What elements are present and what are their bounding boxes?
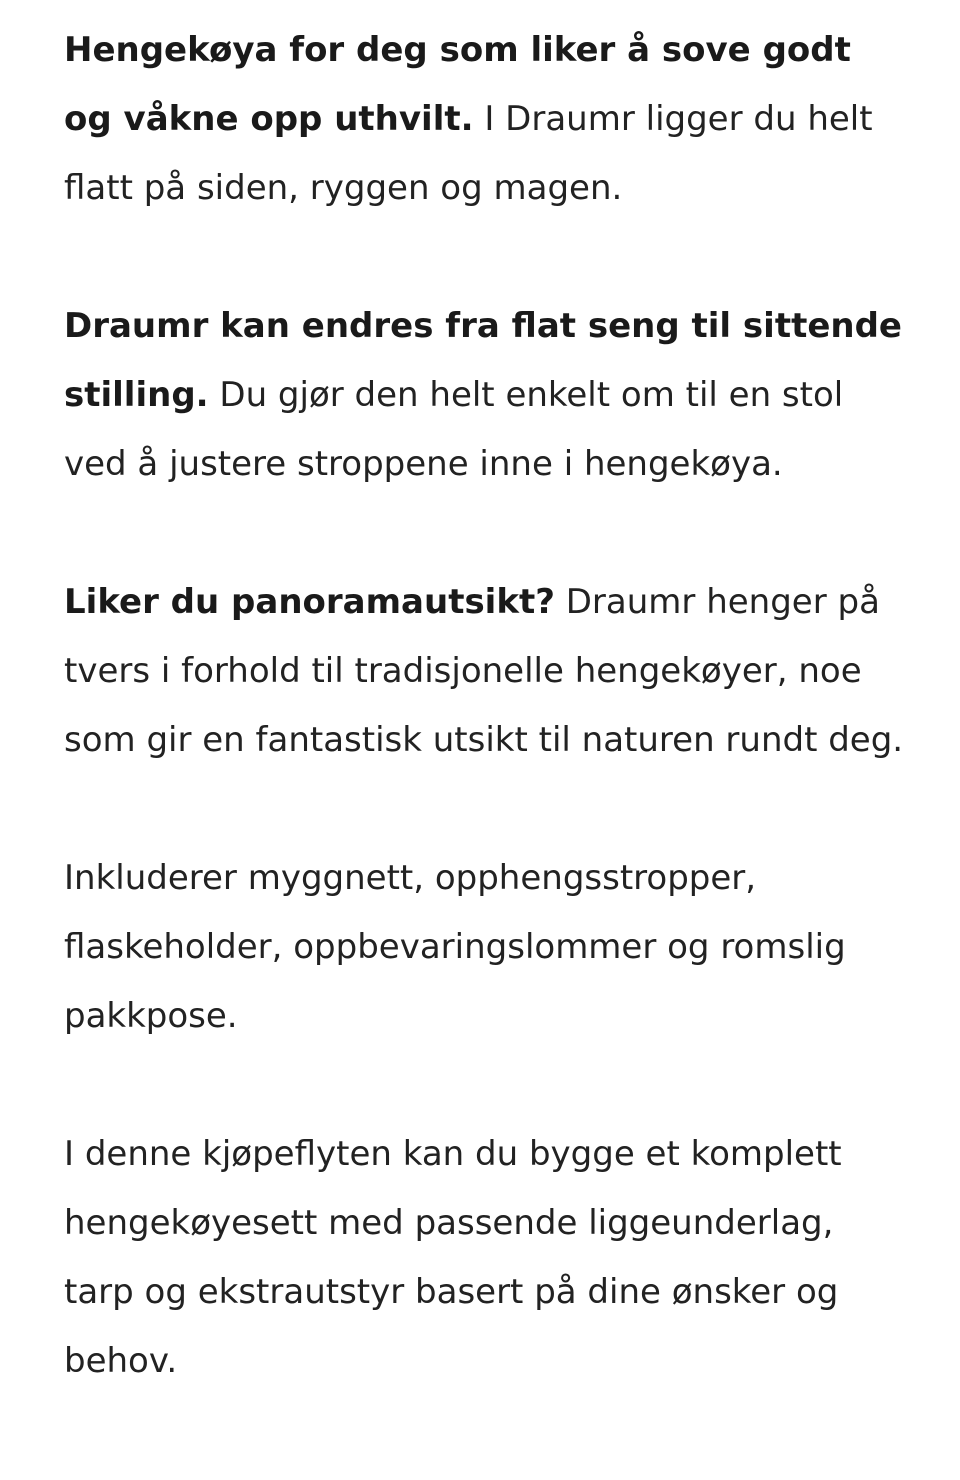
paragraph-bold-lead: Hengekøya for deg som liker å sove godt og våkne opp uthvilt. — [64, 30, 851, 139]
paragraph-body: I denne kjøpeflyten kan du bygge et komplett hengekøyesett med passende liggeunderlag, tarp og ekstrautstyr basert på dine ønsker og behov. — [64, 1134, 842, 1381]
paragraph-sitting-position — [64, 292, 904, 499]
paragraph-purchase-flow — [64, 1120, 904, 1396]
paragraph-body: I Draumr ligger du helt flatt på siden, ryggen og magen. — [64, 99, 873, 208]
paragraph-bold-lead: Draumr kan endres fra flat seng til sittende stilling. — [64, 306, 902, 415]
paragraph-bold-lead: Liker du panoramautsikt? — [64, 582, 555, 622]
paragraph-sleep-comfort — [64, 16, 904, 223]
paragraph-included-items — [64, 844, 904, 1051]
paragraph-body: Du gjør den helt enkelt om til en stol ved å justere stroppene inne i hengekøya. — [64, 375, 844, 484]
product-description — [64, 16, 904, 1396]
paragraph-body: Inkluderer myggnett, opphengsstropper, flaskeholder, oppbevaringslommer og romslig pakkpose. — [64, 858, 846, 1036]
paragraph-body: Draumr henger på tvers i forhold til tradisjonelle hengekøyer, noe som gir en fantastisk utsikt til naturen rundt deg. — [64, 582, 904, 760]
paragraph-panorama-view — [64, 568, 904, 775]
